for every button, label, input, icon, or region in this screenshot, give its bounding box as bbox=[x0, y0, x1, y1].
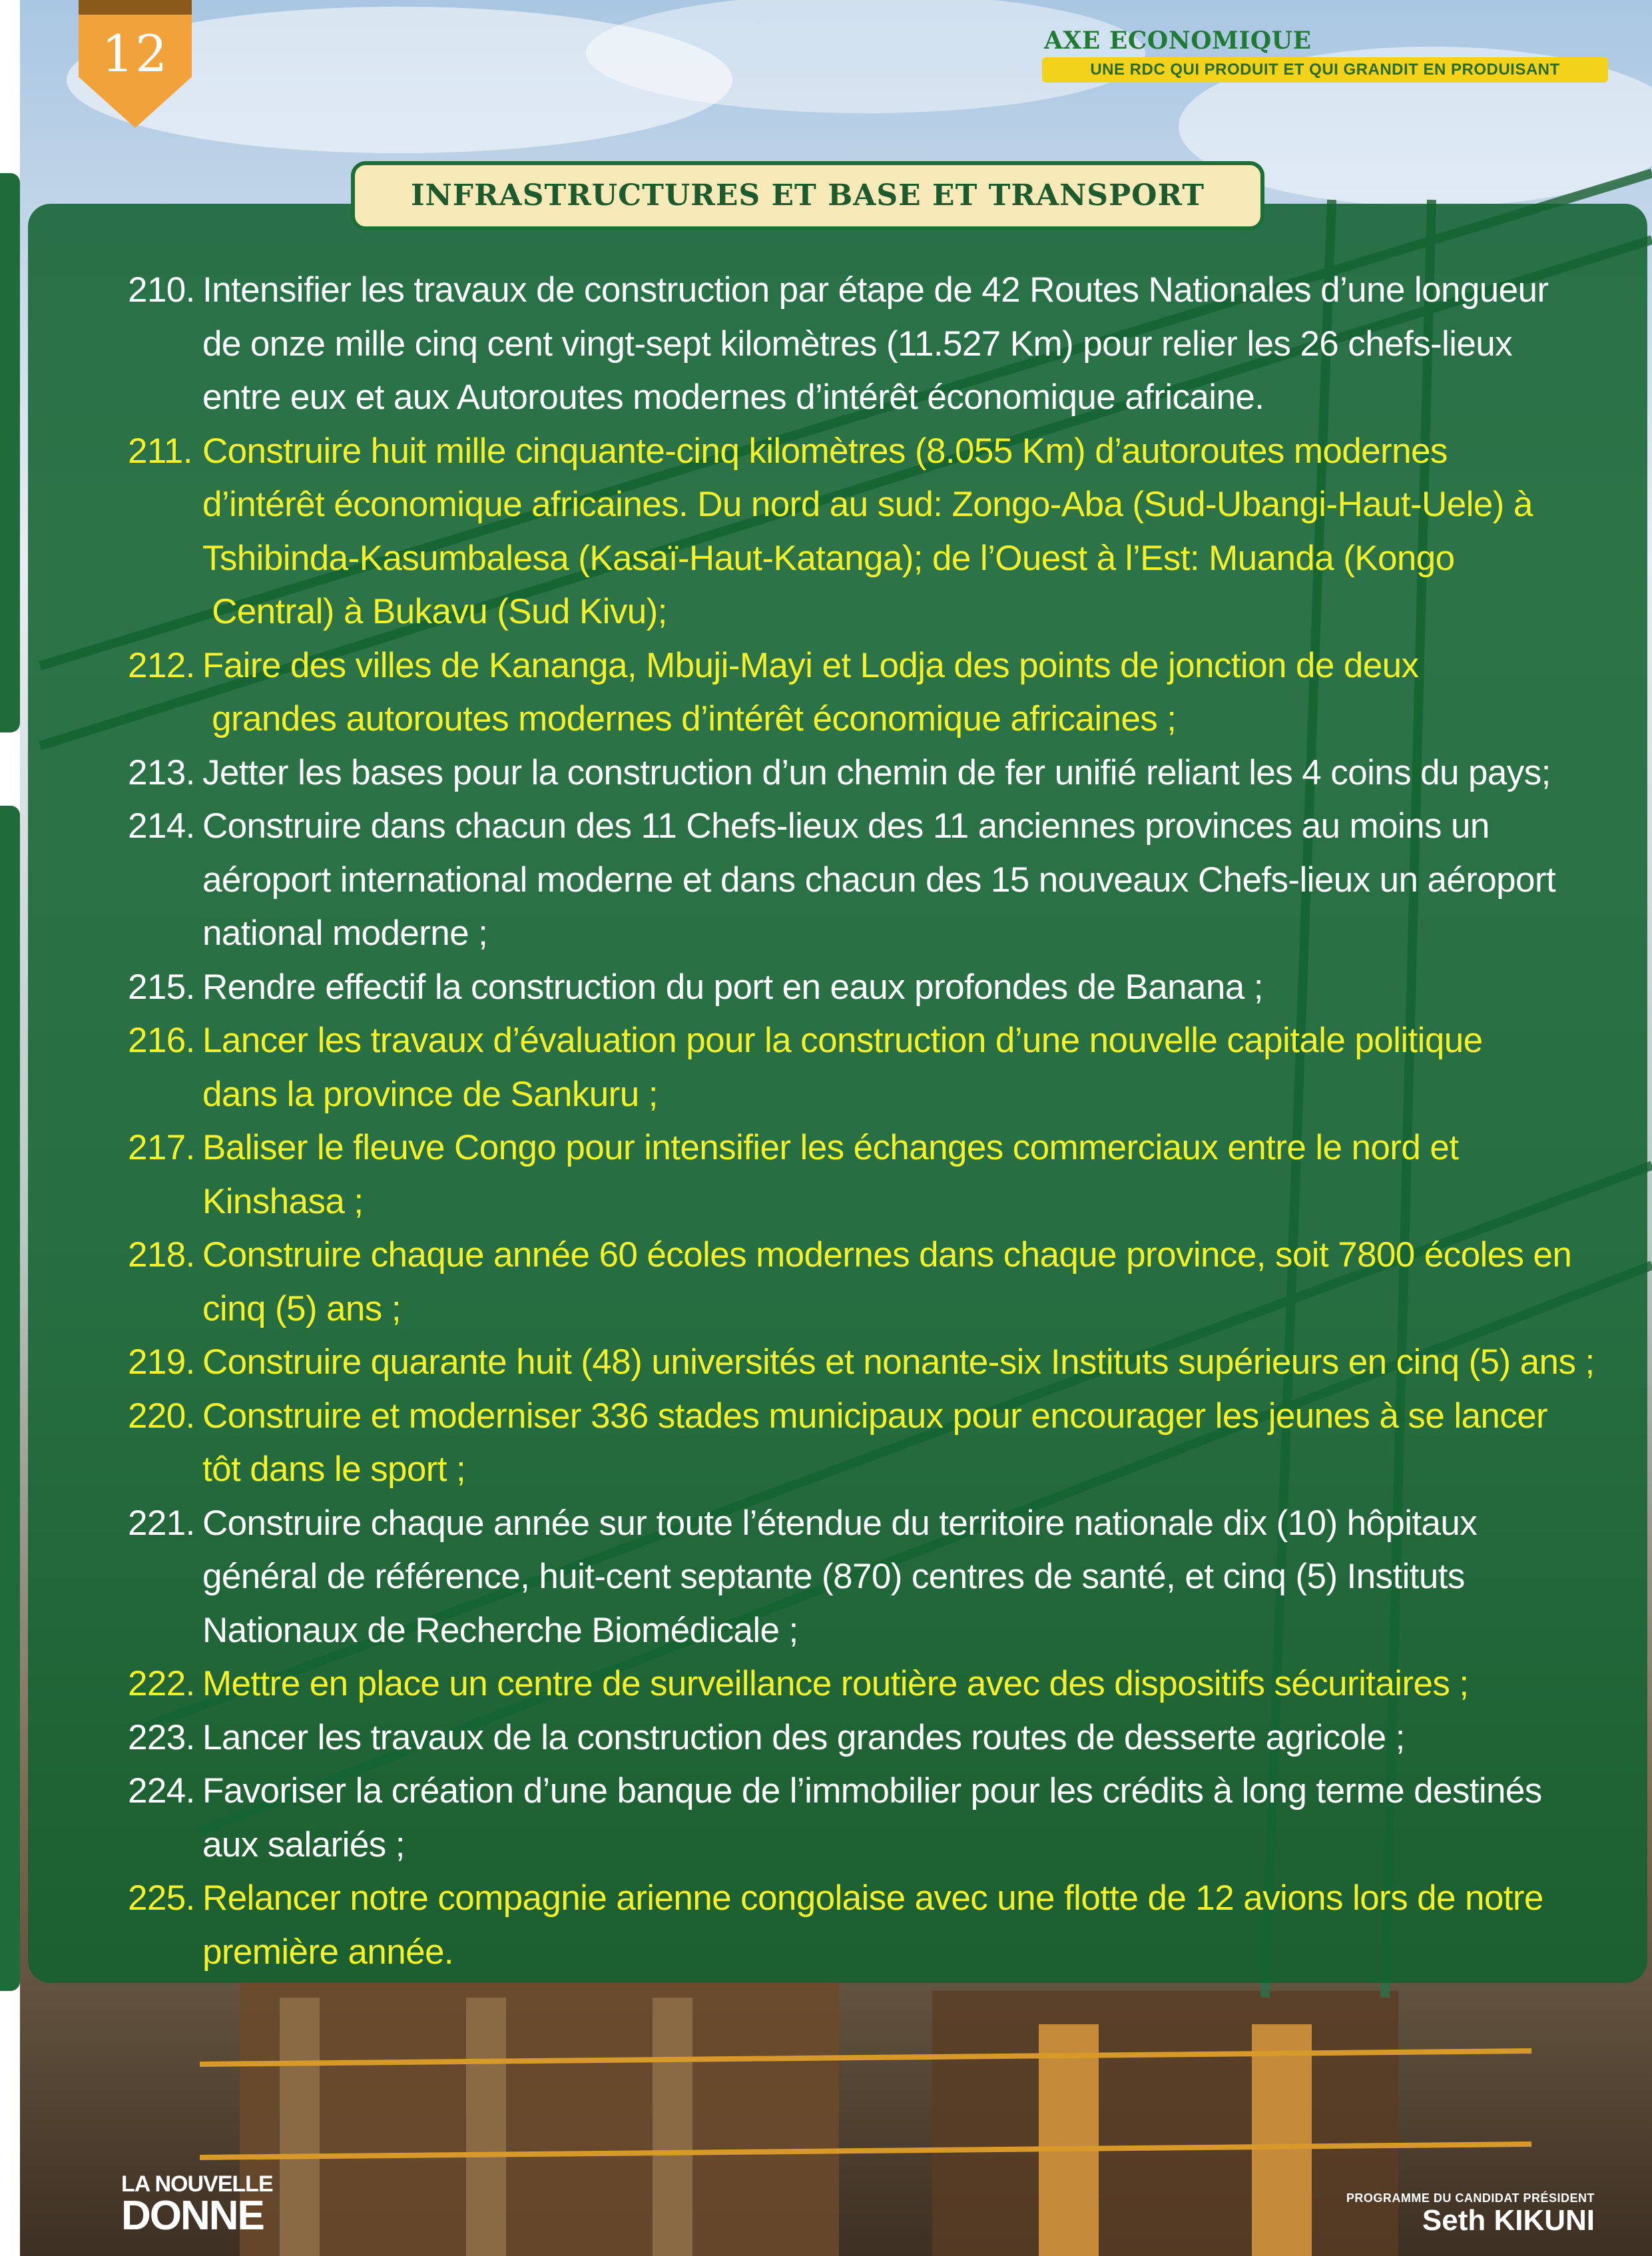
list-item bbox=[128, 1390, 1619, 1497]
item-text-line: Tshibinda-Kasumbalesa (Kasaï-Haut-Katanga); de l’Ouest à l’Est: Muanda (Kongo bbox=[202, 538, 1455, 578]
item-text-line: entre eux et aux Autoroutes modernes d’intérêt économique africaine. bbox=[202, 378, 1264, 417]
item-text-line: Construire quarante huit (48) universités et nonante-six Instituts supérieurs en cinq (5) ans ; bbox=[202, 1342, 1595, 1382]
item-number: 224. bbox=[128, 1771, 195, 1811]
list-item bbox=[128, 1336, 1619, 1390]
item-text-line: Favoriser la création d’une banque de l’immobilier pour les crédits à long terme destinés bbox=[202, 1771, 1542, 1811]
list-item bbox=[128, 1014, 1619, 1121]
item-text-line: Construire huit mille cinquante-cinq kilomètres (8.055 Km) d’autoroutes modernes bbox=[202, 431, 1448, 471]
axis-title: AXE ECONOMIQUE bbox=[1044, 27, 1312, 55]
item-text-line: dans la province de Sankuru ; bbox=[202, 1074, 658, 1114]
item-text-line: national moderne ; bbox=[202, 914, 488, 953]
item-text-line: Baliser le fleuve Congo pour intensifier les échanges commerciaux entre le nord et bbox=[202, 1128, 1459, 1167]
item-text-line: Mettre en place un centre de surveillance routière avec des dispositifs sécuritaires ; bbox=[202, 1664, 1469, 1703]
item-number: 213. bbox=[128, 752, 195, 792]
list-item bbox=[128, 1121, 1619, 1229]
list-item bbox=[128, 800, 1619, 961]
item-number: 210. bbox=[128, 270, 195, 310]
program-caption: PROGRAMME DU CANDIDAT PRÉSIDENT bbox=[1346, 2191, 1595, 2205]
item-number: 225. bbox=[128, 1878, 195, 1918]
item-number: 211. bbox=[128, 431, 192, 471]
list-item bbox=[128, 264, 1619, 425]
item-text-line: aéroport international moderne et dans chacun des 15 nouveaux Chefs-lieux un aéroport bbox=[202, 860, 1556, 900]
item-text-line: grandes autoroutes modernes d’intérêt économique africaines ; bbox=[202, 699, 1177, 738]
item-number: 223. bbox=[128, 1717, 195, 1757]
item-text-line: général de référence, huit-cent septante (870) centres de santé, et cinq (5) Instituts bbox=[202, 1557, 1465, 1596]
item-number: 212. bbox=[128, 645, 195, 685]
list-item bbox=[128, 1765, 1619, 1872]
item-number: 218. bbox=[128, 1235, 195, 1274]
la-nouvelle-donne-logo bbox=[121, 2171, 273, 2239]
item-text-line: Construire dans chacun des 11 Chefs-lieux des 11 anciennes provinces au moins un bbox=[202, 806, 1490, 846]
item-number: 222. bbox=[128, 1664, 195, 1703]
section-title: INFRASTRUCTURES ET BASE ET TRANSPORT bbox=[351, 161, 1264, 230]
item-text-line: première année. bbox=[202, 1932, 453, 1972]
item-text-line: aux salariés ; bbox=[202, 1825, 405, 1864]
list-item bbox=[128, 746, 1619, 800]
item-number: 221. bbox=[128, 1503, 195, 1543]
logo-line-2: DONNE bbox=[121, 2193, 264, 2239]
item-text-line: Central) à Bukavu (Sud Kivu); bbox=[202, 592, 667, 631]
item-text-line: Intensifier les travaux de construction par étape de 42 Routes Nationales d’une longueur bbox=[202, 270, 1549, 310]
item-number: 214. bbox=[128, 806, 195, 846]
item-text-line: Relancer notre compagnie arienne congolaise avec une flotte de 12 avions lors de notre bbox=[202, 1878, 1543, 1918]
item-text-line: Kinshasa ; bbox=[202, 1181, 364, 1221]
list-item bbox=[128, 1229, 1619, 1336]
list-item bbox=[128, 1657, 1619, 1711]
item-text-line: Construire chaque année 60 écoles modernes dans chaque province, soit 7800 écoles en bbox=[202, 1235, 1572, 1274]
axis-subtitle: UNE RDC QUI PRODUIT ET QUI GRANDIT EN PRODUISANT bbox=[1042, 57, 1608, 83]
item-text-line: Nationaux de Recherche Biomédicale ; bbox=[202, 1610, 798, 1650]
item-text-line: Construire chaque année sur toute l’étendue du territoire nationale dix (10) hôpitaux bbox=[202, 1503, 1478, 1543]
item-text-line: de onze mille cinq cent vingt-sept kilomètres (11.527 Km) pour relier les 26 chefs-lieux bbox=[202, 324, 1513, 364]
candidate-name: Seth KIKUNI bbox=[1422, 2204, 1595, 2237]
item-number: 216. bbox=[128, 1021, 195, 1060]
list-item bbox=[128, 1497, 1619, 1658]
page-number: 12 bbox=[101, 24, 169, 83]
item-text-line: Construire et moderniser 336 stades municipaux pour encourager les jeunes à se lancer bbox=[202, 1396, 1548, 1436]
item-text-line: Rendre effectif la construction du port en eaux profondes de Banana ; bbox=[202, 967, 1263, 1007]
item-number: 217. bbox=[128, 1128, 195, 1167]
item-number: 219. bbox=[128, 1342, 195, 1382]
candidate-program-logo bbox=[1288, 2191, 1595, 2236]
item-text-line: Jetter les bases pour la construction d’un chemin de fer unifié reliant les 4 coins du pays; bbox=[202, 752, 1551, 792]
item-text-line: Lancer les travaux d’évaluation pour la construction d’une nouvelle capitale politique bbox=[202, 1021, 1483, 1060]
item-text-line: Faire des villes de Kananga, Mbuji-Mayi et Lodja des points de jonction de deux bbox=[202, 645, 1419, 685]
item-text-line: Lancer les travaux de la construction des grandes routes de desserte agricole ; bbox=[202, 1717, 1405, 1757]
item-text-line: d’intérêt économique africaines. Du nord au sud: Zongo-Aba (Sud-Ubangi-Haut-Uele) à bbox=[202, 485, 1533, 524]
list-item bbox=[128, 425, 1619, 639]
measures-list bbox=[128, 264, 1619, 1979]
item-text-line: cinq (5) ans ; bbox=[202, 1288, 401, 1328]
list-item bbox=[128, 639, 1619, 746]
list-item bbox=[128, 1872, 1619, 1979]
item-number: 220. bbox=[128, 1396, 195, 1436]
item-text-line: tôt dans le sport ; bbox=[202, 1450, 466, 1489]
list-item bbox=[128, 961, 1619, 1015]
logo-line-1: LA NOUVELLE bbox=[121, 2171, 273, 2197]
list-item bbox=[128, 1711, 1619, 1765]
item-number: 215. bbox=[128, 967, 195, 1007]
